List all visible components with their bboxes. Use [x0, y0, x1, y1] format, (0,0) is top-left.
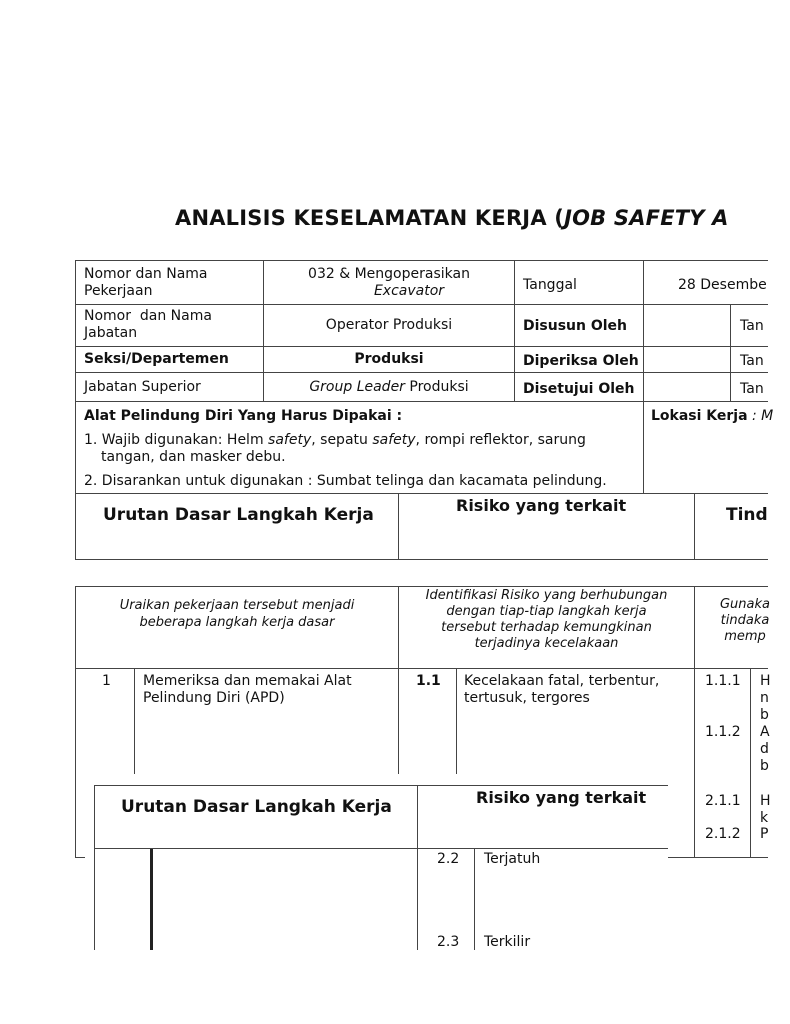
overlay-risk-2-2-text: Terjatuh: [484, 851, 541, 867]
col-action-description: Gunaka tindaka memp: [719, 597, 770, 644]
apd-item-1-cont: tangan, dan masker debu.: [101, 449, 286, 465]
action-2-1-2-text: P: [760, 826, 769, 842]
job-number-value-italic: Excavator: [373, 283, 445, 299]
risk-1-text: Kecelakaan fatal, terbentur, tertusuk, tergores: [464, 673, 660, 706]
overlay-risk-2-3-number: 2.3: [437, 934, 460, 950]
superior-label: Jabatan Superior: [84, 379, 201, 395]
step-1-text: Memeriksa dan memakai Alat Pelindung Diri (APD): [143, 673, 352, 706]
action-2-1-1-number: 2.1.1: [705, 793, 741, 809]
date-label: Tanggal: [523, 277, 577, 293]
overlay-col-steps-header: Urutan Dasar Langkah Kerja: [121, 797, 392, 817]
col-steps-header: Urutan Dasar Langkah Kerja: [103, 505, 374, 525]
col-action-header: Tind: [726, 505, 768, 525]
sign-prepared: Tan: [740, 318, 764, 334]
job-number-label: Nomor dan Nama Pekerjaan: [84, 266, 208, 299]
action-1-1-2-number: 1.1.2: [705, 724, 741, 740]
work-location: Lokasi Kerja : M: [651, 408, 774, 424]
col-risk-description: Identifikasi Risiko yang berhubungan dengan tiap-tiap langkah kerja tersebut terhadap kemungkinan terjadinya kecelakaan: [425, 588, 668, 651]
step-1-number: 1: [102, 673, 111, 689]
prepared-by-label: Disusun Oleh: [523, 318, 628, 334]
approved-by-label: Disetujui Oleh: [523, 381, 635, 397]
action-1-1-2-text: A d b: [760, 724, 770, 774]
risk-1-number: 1.1: [416, 673, 441, 689]
overlay-risk-2-2-number: 2.2: [437, 851, 460, 867]
sign-approved: Tan: [740, 381, 764, 397]
col-risk-header: Risiko yang terkait: [456, 496, 627, 515]
position-value: Operator Produksi: [325, 317, 453, 333]
job-number-value: 032 & Mengoperasikan: [308, 266, 470, 282]
date-value: 28 Desembe: [678, 277, 767, 293]
overlay-col-risk-header: Risiko yang terkait: [476, 788, 647, 807]
position-label: Nomor dan Nama Jabatan: [84, 308, 212, 341]
apd-item-2: 2. Disarankan untuk digunakan : Sumbat telinga dan kacamata pelindung.: [84, 473, 607, 489]
action-2-1-1-text: H k: [760, 793, 771, 826]
overlay-risk-2-3-text: Terkilir: [484, 934, 531, 950]
department-label: Seksi/Departemen: [84, 351, 229, 367]
sign-checked: Tan: [740, 353, 764, 369]
checked-by-label: Diperiksa Oleh: [523, 353, 639, 369]
document-title: ANALISIS KESELAMATAN KERJA (JOB SAFETY A: [175, 206, 729, 230]
col-steps-description: Uraikan pekerjaan tersebut menjadi beberapa langkah kerja dasar: [119, 598, 355, 630]
apd-item-1: 1. Wajib digunakan: Helm safety, sepatu safety, rompi reflektor, sarung: [84, 432, 586, 448]
department-value: Produksi: [354, 351, 424, 367]
apd-heading: Alat Pelindung Diri Yang Harus Dipakai :: [84, 408, 403, 424]
action-2-1-2-number: 2.1.2: [705, 826, 741, 842]
action-1-1-1-text: H n b: [760, 673, 771, 723]
action-1-1-1-number: 1.1.1: [705, 673, 741, 689]
superior-value: Group Leader Produksi: [309, 379, 469, 395]
